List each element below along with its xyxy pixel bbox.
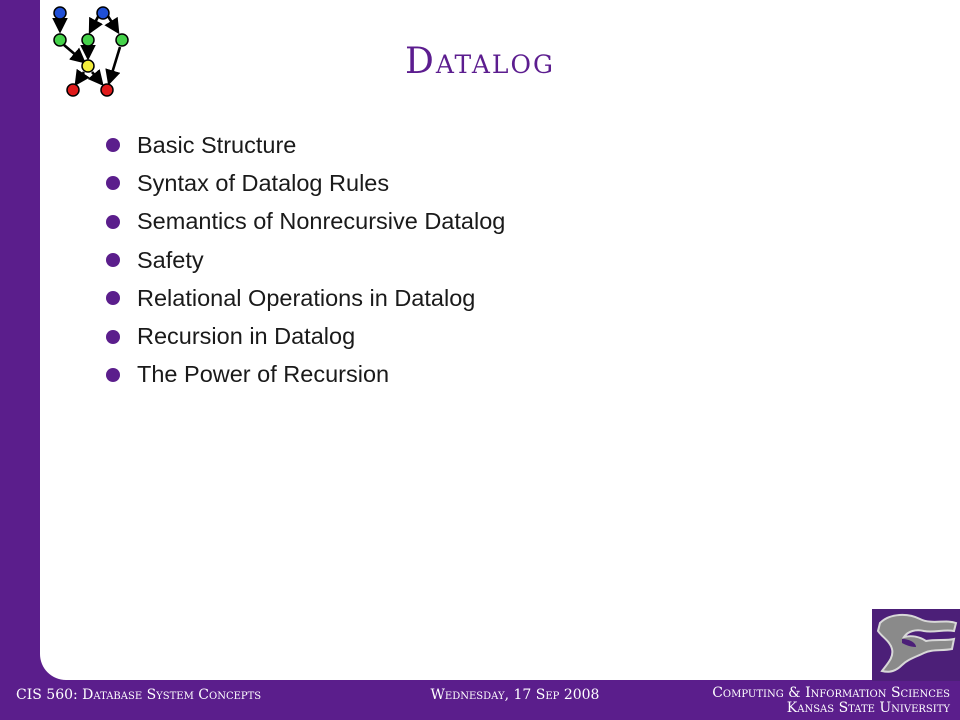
- slide-title: Datalog: [405, 41, 555, 82]
- bullet-dot-icon: [106, 138, 120, 152]
- bullet-list: [106, 126, 505, 394]
- bullet-text: Relational Operations in Datalog: [137, 284, 476, 311]
- footer-department: Computing & Information Sciences: [712, 685, 950, 701]
- bullet-item: [106, 317, 505, 355]
- bullet-dot-icon: [106, 291, 120, 305]
- bullet-text: Basic Structure: [137, 131, 297, 158]
- bullet-dot-icon: [106, 253, 120, 267]
- bullet-dot-icon: [106, 368, 120, 382]
- bullet-text: Semantics of Nonrecursive Datalog: [137, 208, 506, 235]
- bullet-dot-icon: [106, 176, 120, 190]
- bullet-item: [106, 126, 505, 164]
- bullet-dot-icon: [106, 215, 120, 229]
- bullet-text: Recursion in Datalog: [137, 323, 356, 350]
- bullet-text: The Power of Recursion: [137, 361, 390, 388]
- powercat-logo: [872, 609, 960, 681]
- bullet-item: [106, 203, 505, 241]
- bullet-item: [106, 241, 505, 279]
- bullet-dot-icon: [106, 330, 120, 344]
- footer-date: Wednesday, 17 Sep 2008: [430, 687, 600, 703]
- bullet-item: [106, 356, 505, 394]
- footer-institution: [712, 686, 950, 716]
- bullet-text: Syntax of Datalog Rules: [137, 169, 390, 196]
- bullet-text: Safety: [137, 246, 204, 273]
- bullet-item: [106, 164, 505, 202]
- footer-course: CIS 560: Database System Concepts: [16, 687, 262, 703]
- bullet-item: [106, 279, 505, 317]
- footer-university: Kansas State University: [786, 700, 950, 716]
